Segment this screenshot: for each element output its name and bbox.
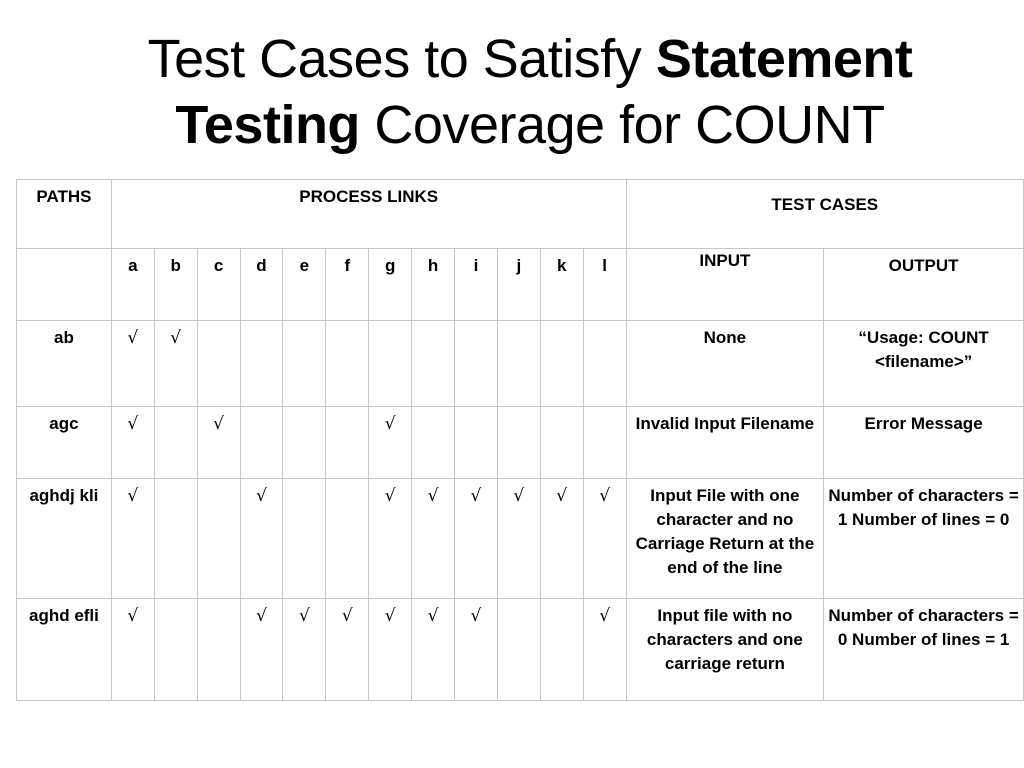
title-text-2: Statement [655, 29, 913, 89]
table-row [17, 599, 1024, 701]
check-cell [240, 407, 283, 479]
check-cell: √ [111, 407, 154, 479]
check-cell [583, 407, 626, 479]
check-cell [412, 321, 455, 407]
link-label: h [412, 249, 455, 321]
path-cell: agc [17, 407, 112, 479]
output-cell: “Usage: COUNT <filename>” [824, 321, 1024, 407]
check-cell [412, 407, 455, 479]
check-cell: √ [369, 479, 412, 599]
output-cell: Error Message [824, 407, 1024, 479]
link-label: d [240, 249, 283, 321]
link-label: g [369, 249, 412, 321]
check-cell [326, 407, 369, 479]
input-cell: Input File with one character and no Carriage Return at the end of the line [626, 479, 824, 599]
check-cell [283, 407, 326, 479]
check-cell [154, 479, 197, 599]
check-cell [497, 407, 540, 479]
check-cell [240, 321, 283, 407]
title-text-1: Test Cases to Satisfy [147, 29, 656, 89]
path-cell: ab [17, 321, 112, 407]
table-row [17, 407, 1024, 479]
check-cell: √ [497, 479, 540, 599]
header-paths: PATHS [17, 180, 112, 249]
check-cell: √ [412, 599, 455, 701]
check-cell: √ [111, 599, 154, 701]
check-cell [540, 599, 583, 701]
check-cell: √ [369, 599, 412, 701]
output-cell: Number of characters = 1 Number of lines = 0 [824, 479, 1024, 599]
header-test-cases: TEST CASES [626, 180, 1023, 249]
check-cell: √ [540, 479, 583, 599]
header-row [17, 180, 1024, 249]
check-cell [197, 479, 240, 599]
path-cell: aghd efli [17, 599, 112, 701]
check-cell [154, 407, 197, 479]
input-cell: Invalid Input Filename [626, 407, 824, 479]
header-output: OUTPUT [824, 249, 1024, 321]
check-cell [283, 479, 326, 599]
check-cell: √ [240, 599, 283, 701]
check-cell: √ [583, 599, 626, 701]
check-cell: √ [583, 479, 626, 599]
check-cell: √ [326, 599, 369, 701]
check-cell [540, 321, 583, 407]
check-cell [497, 321, 540, 407]
link-label: k [540, 249, 583, 321]
title-text-3: Testing [175, 95, 360, 155]
check-cell [540, 407, 583, 479]
input-cell: Input file with no characters and one carriage return [626, 599, 824, 701]
check-cell [455, 321, 498, 407]
check-cell: √ [369, 407, 412, 479]
output-cell: Number of characters = 0 Number of lines = 1 [824, 599, 1024, 701]
check-cell: √ [111, 321, 154, 407]
check-cell [326, 321, 369, 407]
path-cell: aghdj kli [17, 479, 112, 599]
check-cell [583, 321, 626, 407]
link-label: l [583, 249, 626, 321]
check-cell: √ [283, 599, 326, 701]
check-cell [369, 321, 412, 407]
link-label: a [111, 249, 154, 321]
link-label: b [154, 249, 197, 321]
check-cell [497, 599, 540, 701]
link-label: j [497, 249, 540, 321]
table-row [17, 479, 1024, 599]
link-label: i [455, 249, 498, 321]
subheader-empty [17, 249, 112, 321]
check-cell [326, 479, 369, 599]
subheader-row [17, 249, 1024, 321]
header-process-links: PROCESS LINKS [111, 180, 626, 249]
check-cell [197, 321, 240, 407]
check-cell [197, 599, 240, 701]
input-cell: None [626, 321, 824, 407]
check-cell: √ [240, 479, 283, 599]
check-cell: √ [197, 407, 240, 479]
link-label: f [326, 249, 369, 321]
title-text-4: Coverage for COUNT [359, 95, 885, 155]
check-cell: √ [455, 599, 498, 701]
link-label: e [283, 249, 326, 321]
check-cell [283, 321, 326, 407]
check-cell [154, 599, 197, 701]
check-cell [455, 407, 498, 479]
check-cell: √ [154, 321, 197, 407]
slide-title [0, 26, 1024, 158]
table-row [17, 321, 1024, 407]
header-input: INPUT [626, 249, 824, 321]
check-cell: √ [455, 479, 498, 599]
test-case-table [16, 179, 1024, 701]
link-label: c [197, 249, 240, 321]
check-cell: √ [111, 479, 154, 599]
check-cell: √ [412, 479, 455, 599]
